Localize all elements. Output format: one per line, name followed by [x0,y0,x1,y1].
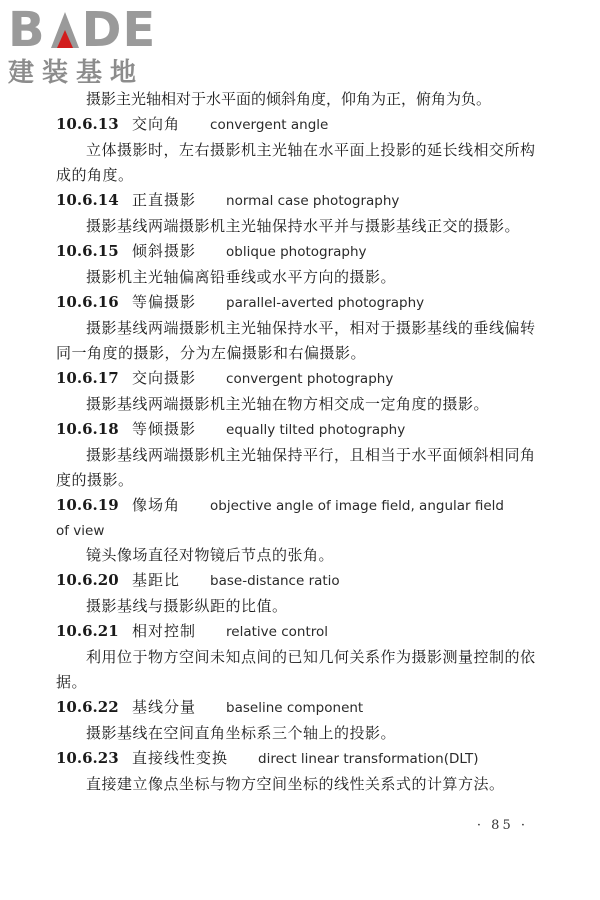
term-definition: 摄影基线与摄影纵距的比值。 [86,597,288,615]
term-english: equally tilted photography [226,422,406,438]
term-number: 10.6.14 [56,191,119,209]
term-number: 10.6.17 [56,369,119,387]
term-chinese: 像场角 [132,496,181,514]
term-chinese: 基线分量 [132,698,197,716]
term-definition: 摄影基线两端摄影机主光轴保持水平并与摄影基线正交的摄影。 [86,217,521,235]
term-english: relative control [226,624,329,640]
term-number: 10.6.16 [56,293,119,311]
term-english: base-distance ratio [210,573,340,589]
term-definition: 镜头像场直径对物镜后节点的张角。 [86,546,335,564]
logo [8,2,178,92]
term-english-continued: of view [56,523,105,539]
term-chinese: 直接线性变换 [132,749,229,767]
term-english: baseline component [226,700,364,716]
term-heading [56,239,544,265]
term-heading [56,695,544,721]
term-chinese: 交向摄影 [132,369,197,387]
term-definition: 摄影机主光轴偏离铅垂线或水平方向的摄影。 [86,268,397,286]
term-entry [56,290,544,366]
term-number: 10.6.15 [56,242,119,260]
term-entry [56,112,544,188]
term-definition: 直接建立像点坐标与物方空间坐标的线性关系式的计算方法。 [86,775,505,793]
term-heading [56,290,544,316]
intro-paragraph: 摄影主光轴相对于水平面的倾斜角度，仰角为正，俯角为负。 [86,90,492,108]
term-number: 10.6.22 [56,698,119,716]
term-entry [56,239,544,290]
term-heading [56,619,544,645]
term-entry [56,695,544,746]
term-chinese: 倾斜摄影 [132,242,197,260]
term-heading [56,188,544,214]
term-heading [56,112,544,138]
term-definition: 摄影基线在空间直角坐标系三个轴上的投影。 [86,724,397,742]
logo-subtitle: 建装基地 [8,58,145,88]
term-definition: 摄影基线两端摄影机主光轴保持平行，且相当于水平面倾斜相同角度的摄影。 [56,446,536,489]
term-number: 10.6.23 [56,749,119,767]
term-chinese: 正直摄影 [132,191,197,209]
term-heading [56,746,544,772]
term-english: normal case photography [226,193,400,209]
term-english: convergent angle [210,117,329,133]
term-definition: 摄影基线两端摄影机主光轴保持水平，相对于摄影基线的垂线偏转同一角度的摄影，分为左偏摄影和右偏摄影。 [56,319,536,362]
term-heading [56,493,544,519]
logo-brand: B DE [8,2,157,58]
term-definition: 利用位于物方空间未知点间的已知几何关系作为摄影测量控制的依据。 [56,648,536,691]
term-number: 10.6.21 [56,622,119,640]
term-entry [56,746,544,797]
term-entry [56,366,544,417]
term-english: oblique photography [226,244,367,260]
term-entry [56,188,544,239]
page-number: · 85 · [476,818,528,833]
term-english: objective angle of image field, angular field [210,498,505,514]
term-number: 10.6.19 [56,496,119,514]
term-english: direct linear transformation(DLT) [258,751,479,767]
term-entry [56,568,544,619]
entry-list [56,112,544,797]
term-chinese: 相对控制 [132,622,197,640]
term-english: convergent photography [226,371,394,387]
term-heading [56,366,544,392]
term-entry [56,493,544,568]
term-definition: 立体摄影时，左右摄影机主光轴在水平面上投影的延长线相交所构成的角度。 [56,141,536,184]
logo-a-mark-icon [47,10,81,50]
term-chinese: 等倾摄影 [132,420,197,438]
term-chinese: 基距比 [132,571,181,589]
term-entry [56,417,544,493]
term-number: 10.6.20 [56,571,119,589]
term-heading [56,417,544,443]
term-english: parallel-averted photography [226,295,425,311]
term-number: 10.6.13 [56,115,119,133]
term-heading [56,568,544,594]
term-number: 10.6.18 [56,420,119,438]
document-body [56,86,544,797]
term-definition: 摄影基线两端摄影机主光轴在物方相交成一定角度的摄影。 [86,395,490,413]
term-entry [56,619,544,695]
term-chinese: 等偏摄影 [132,293,197,311]
term-chinese: 交向角 [132,115,181,133]
